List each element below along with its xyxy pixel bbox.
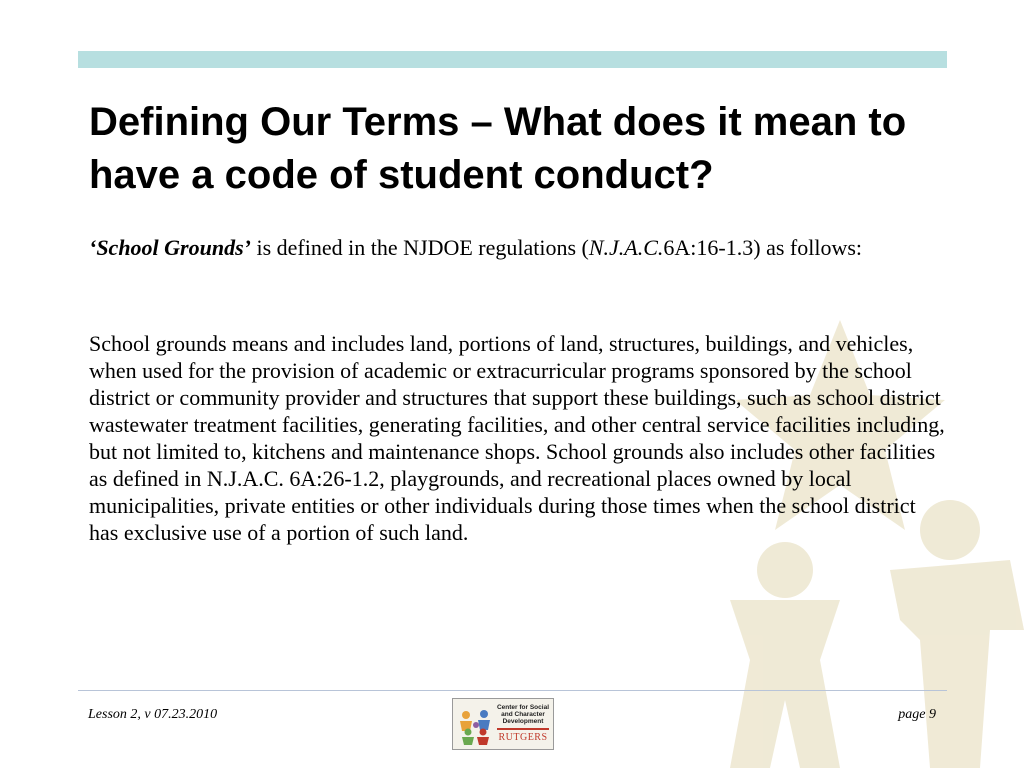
logo-rutgers: RUTGERS — [498, 732, 548, 743]
footer-lesson-version: Lesson 2, v 07.23.2010 — [88, 707, 218, 722]
definition-paragraph: School grounds means and includes land, portions of land, structures, buildings, and vehicles, when used for the provision of academic or extracurricular programs sponsored by the school district or community provider and structures that support these buildings, such as school district wastewater treatment facilities, generating facilities, and other central service facilities including, but not limited to, kitchens and maintenance shops. School grounds also includes other facilities as defined in N.J.A.C. 6A:26-1.2, playgrounds, and recreational places owned by local municipalities, private entities or other individuals during those times when the school district has exclusive use of a portion of such land. — [89, 331, 945, 545]
cscd-rutgers-logo — [452, 698, 554, 750]
footer-page-number: page 9 — [898, 707, 936, 722]
slide-title: Defining Our Terms – What does it mean to have a code of student conduct? — [89, 100, 907, 197]
logo-line-3: Development — [502, 718, 544, 725]
intro-text: is defined in the NJDOE regulations ( — [250, 235, 589, 260]
defined-term: ‘School Grounds’ — [89, 235, 251, 260]
intro-text-end: 6A:16-1.3) as follows: — [663, 235, 863, 260]
logo-figures-icon — [456, 705, 496, 745]
footer-divider — [78, 690, 947, 691]
logo-line-2: and Character — [501, 711, 545, 718]
top-accent-bar — [78, 51, 947, 68]
logo-text — [493, 704, 553, 725]
logo-rule — [497, 728, 549, 730]
citation: N.J.A.C. — [588, 235, 664, 260]
intro-paragraph — [89, 234, 929, 262]
logo-line-1: Center for Social — [496, 704, 549, 711]
